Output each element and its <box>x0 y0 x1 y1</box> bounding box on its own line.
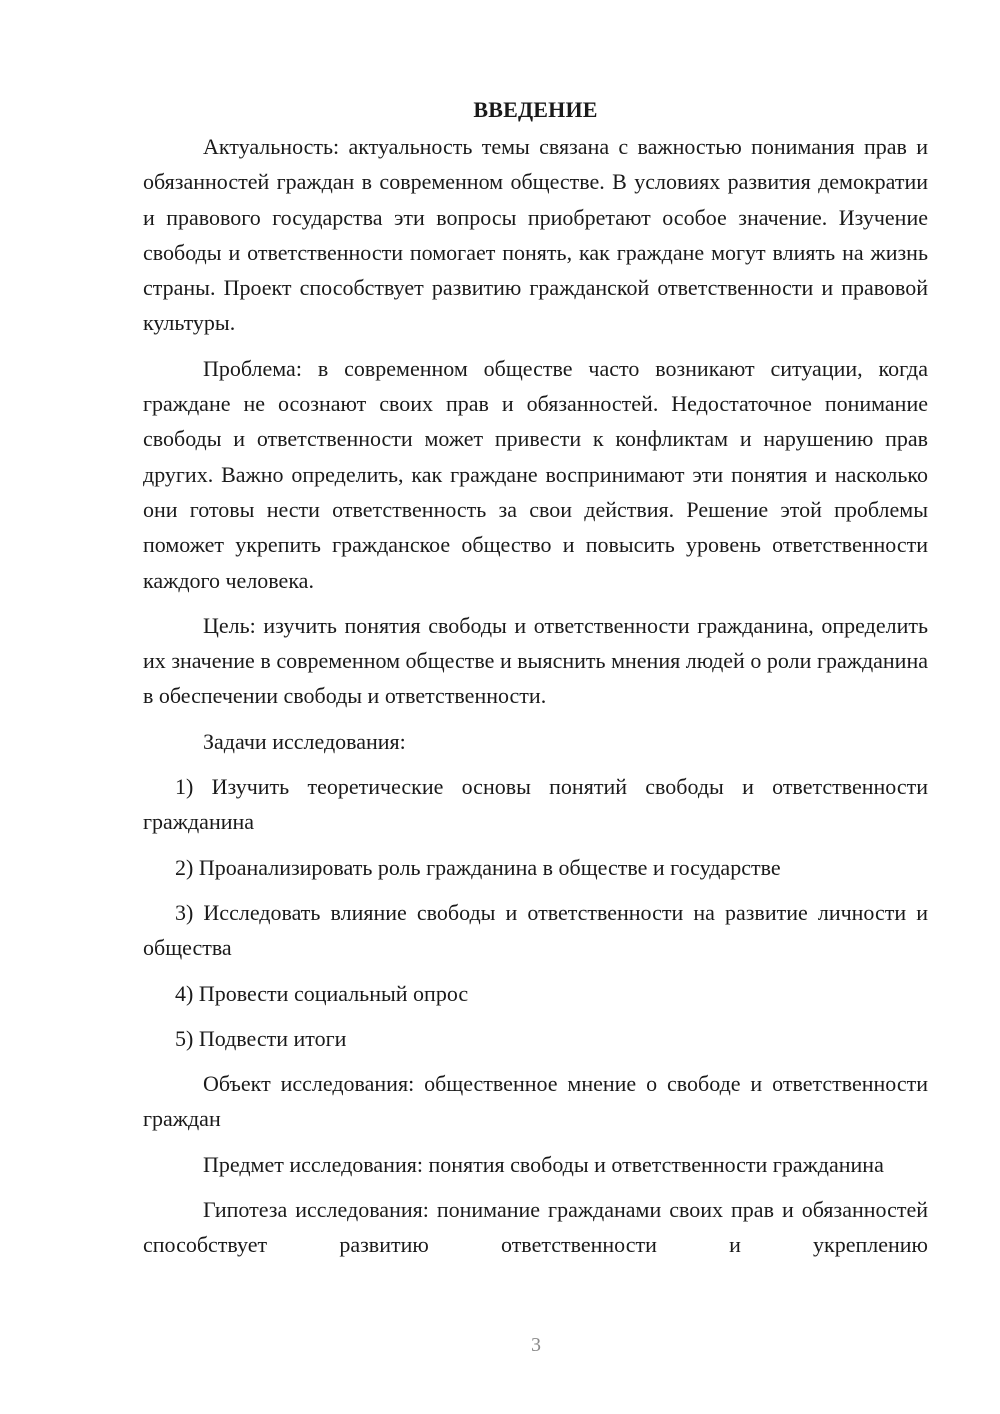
problem-paragraph: Проблема: в современном обществе часто возникают ситуации, когда граждане не осознают своих прав и обязанностей. Недостаточное понимание свободы и ответственности может привести к конфликтам и нарушению прав других. Важно определить, как граждане воспринимают эти понятия и насколько они готовы нести ответственность за свои действия. Решение этой проблемы поможет укрепить гражданское общество и повысить уровень ответственности каждого человека. <box>143 355 928 593</box>
document-page <box>143 95 928 1273</box>
subject-paragraph: Предмет исследования: понятия свободы и ответственности гражданина <box>203 1151 884 1177</box>
page-title: ВВЕДЕНИЕ <box>473 97 598 122</box>
task-item-2: 2) Проанализировать роль гражданина в обществе и государстве <box>175 854 781 880</box>
task-item-5: 5) Подвести итоги <box>175 1025 347 1051</box>
page-number: 3 <box>531 1334 541 1356</box>
hypothesis-paragraph: Гипотеза исследования: понимание гражданами своих прав и обязанностей способствует развитию ответственности и укреплению <box>143 1197 928 1258</box>
goal-paragraph: Цель: изучить понятия свободы и ответственности гражданина, определить их значение в современном обществе и выяснить мнения людей о роли гражданина в обеспечении свободы и ответственности. <box>143 612 928 709</box>
task-item-1: 1) Изучить теоретические основы понятий свободы и ответственности гражданина <box>143 774 928 835</box>
task-item-3: 3) Исследовать влияние свободы и ответственности на развитие личности и общества <box>143 899 928 961</box>
object-paragraph: Объект исследования: общественное мнение о свободе и ответственности граждан <box>143 1071 928 1132</box>
relevance-paragraph: Актуальность: актуальность темы связана с важностью понимания прав и обязанностей граждан в современном обществе. В условиях развития демократии и правового государства эти вопросы приобретают особое значение. Изучение свободы и ответственности помогает понять, как граждане могут влиять на жизнь страны. Проект способствует развитию гражданской ответственности и правовой культуры. <box>143 134 928 336</box>
task-item-4: 4) Провести социальный опрос <box>175 980 469 1006</box>
tasks-heading: Задачи исследования: <box>203 728 406 754</box>
